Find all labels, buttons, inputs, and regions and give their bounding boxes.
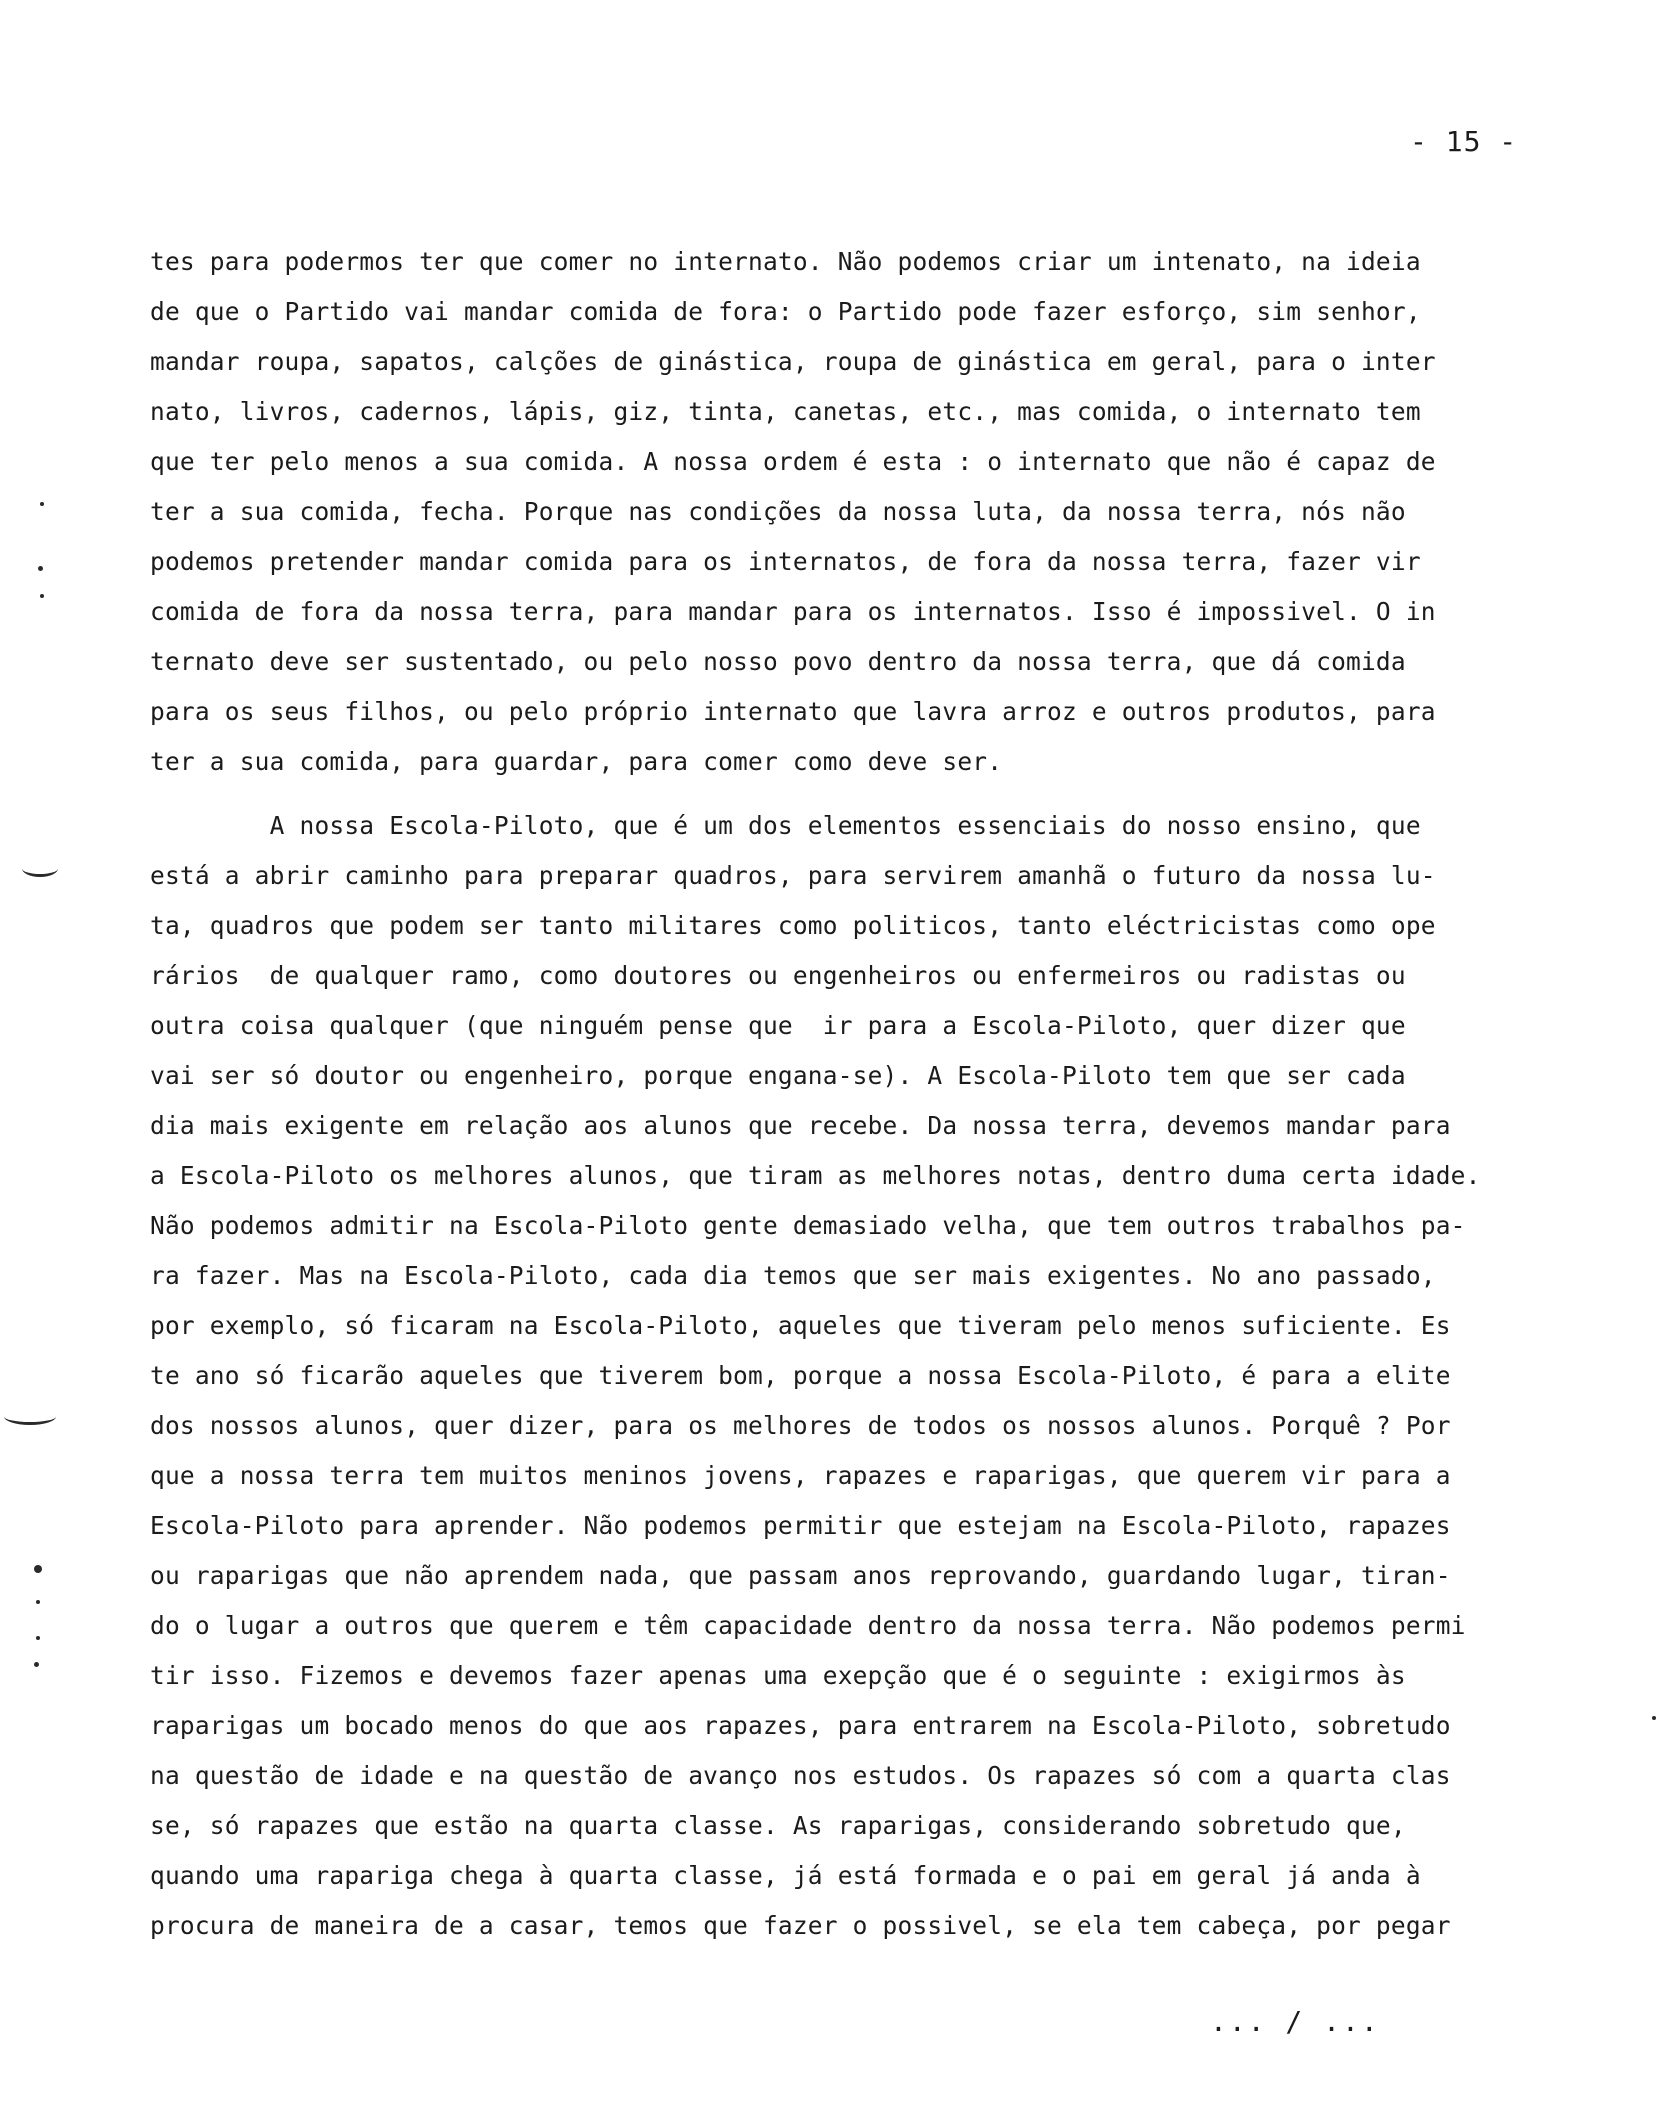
text-line: mandar roupa, sapatos, calções de ginástica, roupa de ginástica em geral, para o inter <box>150 347 1436 376</box>
text-line: quando uma rapariga chega à quarta classe, já está formada e o pai em geral já anda à <box>150 1861 1421 1890</box>
body-text <box>150 237 1560 1951</box>
scan-speck <box>1652 1716 1656 1720</box>
text-line: te ano só ficarão aqueles que tiverem bom, porque a nossa Escola-Piloto, é para a elite <box>150 1361 1451 1390</box>
text-line: que ter pelo menos a sua comida. A nossa ordem é esta : o internato que não é capaz de <box>150 447 1436 476</box>
continuation-marker: ... / ... <box>1210 2005 1380 2038</box>
scan-mark <box>4 1408 56 1425</box>
text-line: dos nossos alunos, quer dizer, para os melhores de todos os nossos alunos. Porquê ? Por <box>150 1411 1451 1440</box>
text-line: podemos pretender mandar comida para os internatos, de fora da nossa terra, fazer vir <box>150 547 1421 576</box>
text-line: ta, quadros que podem ser tanto militares como politicos, tanto eléctricistas como ope <box>150 911 1436 940</box>
text-line: ter a sua comida, para guardar, para comer como deve ser. <box>150 747 1003 776</box>
scan-speck <box>36 1600 40 1604</box>
text-line: ra fazer. Mas na Escola-Piloto, cada dia temos que ser mais exigentes. No ano passado, <box>150 1261 1436 1290</box>
text-line: outra coisa qualquer (que ninguém pense que ir para a Escola-Piloto, quer dizer que <box>150 1011 1406 1040</box>
text-line: se, só rapazes que estão na quarta classe. As raparigas, considerando sobretudo que, <box>150 1811 1406 1840</box>
text-line: nato, livros, cadernos, lápis, giz, tinta, canetas, etc., mas comida, o internato tem <box>150 397 1421 426</box>
text-line: para os seus filhos, ou pelo próprio internato que lavra arroz e outros produtos, para <box>150 697 1436 726</box>
scan-speck <box>40 594 44 598</box>
scan-speck <box>38 566 43 571</box>
text-line: está a abrir caminho para preparar quadros, para servirem amanhã o futuro da nossa lu- <box>150 861 1436 890</box>
text-line: rários de qualquer ramo, como doutores ou engenheiros ou enfermeiros ou radistas ou <box>150 961 1406 990</box>
paragraph-gap <box>150 787 1560 801</box>
text-line: procura de maneira de a casar, temos que fazer o possivel, se ela tem cabeça, por pegar <box>150 1911 1451 1940</box>
text-line: dia mais exigente em relação aos alunos que recebe. Da nossa terra, devemos mandar para <box>150 1111 1451 1140</box>
text-line: ou raparigas que não aprendem nada, que passam anos reprovando, guardando lugar, tiran- <box>150 1561 1451 1590</box>
text-line: Não podemos admitir na Escola-Piloto gente demasiado velha, que tem outros trabalhos pa- <box>150 1211 1466 1240</box>
scan-speck <box>34 1662 39 1667</box>
text-line: tir isso. Fizemos e devemos fazer apenas uma exepção que é o seguinte : exigirmos às <box>150 1661 1406 1690</box>
text-line: do o lugar a outros que querem e têm capacidade dentro da nossa terra. Não podemos permi <box>150 1611 1466 1640</box>
text-line: ternato deve ser sustentado, ou pelo nosso povo dentro da nossa terra, que dá comida <box>150 647 1406 676</box>
text-line: Escola-Piloto para aprender. Não podemos permitir que estejam na Escola-Piloto, rapazes <box>150 1511 1451 1540</box>
text-line: que a nossa terra tem muitos meninos jovens, rapazes e raparigas, que querem vir para a <box>150 1461 1451 1490</box>
text-line: a Escola-Piloto os melhores alunos, que tiram as melhores notas, dentro duma certa idade. <box>150 1161 1481 1190</box>
scan-speck <box>34 1565 42 1573</box>
text-line: raparigas um bocado menos do que aos rapazes, para entrarem na Escola-Piloto, sobretudo <box>150 1711 1451 1740</box>
scan-mark <box>22 860 58 877</box>
scan-speck <box>40 502 44 506</box>
text-line: tes para podermos ter que comer no internato. Não podemos criar um intenato, na ideia <box>150 247 1421 276</box>
text-line: ter a sua comida, fecha. Porque nas condições da nossa luta, da nossa terra, nós não <box>150 497 1406 526</box>
page-number: - 15 - <box>1410 125 1518 158</box>
text-line: por exemplo, só ficaram na Escola-Piloto, aqueles que tiveram pelo menos suficiente. Es <box>150 1311 1451 1340</box>
text-line: vai ser só doutor ou engenheiro, porque engana-se). A Escola-Piloto tem que ser cada <box>150 1061 1406 1090</box>
text-line: comida de fora da nossa terra, para mandar para os internatos. Isso é impossivel. O in <box>150 597 1436 626</box>
text-line: A nossa Escola-Piloto, que é um dos elementos essenciais do nosso ensino, que <box>150 811 1421 840</box>
text-line: na questão de idade e na questão de avanço nos estudos. Os rapazes só com a quarta clas <box>150 1761 1451 1790</box>
scan-speck <box>36 1636 40 1640</box>
text-line: de que o Partido vai mandar comida de fora: o Partido pode fazer esforço, sim senhor, <box>150 297 1421 326</box>
